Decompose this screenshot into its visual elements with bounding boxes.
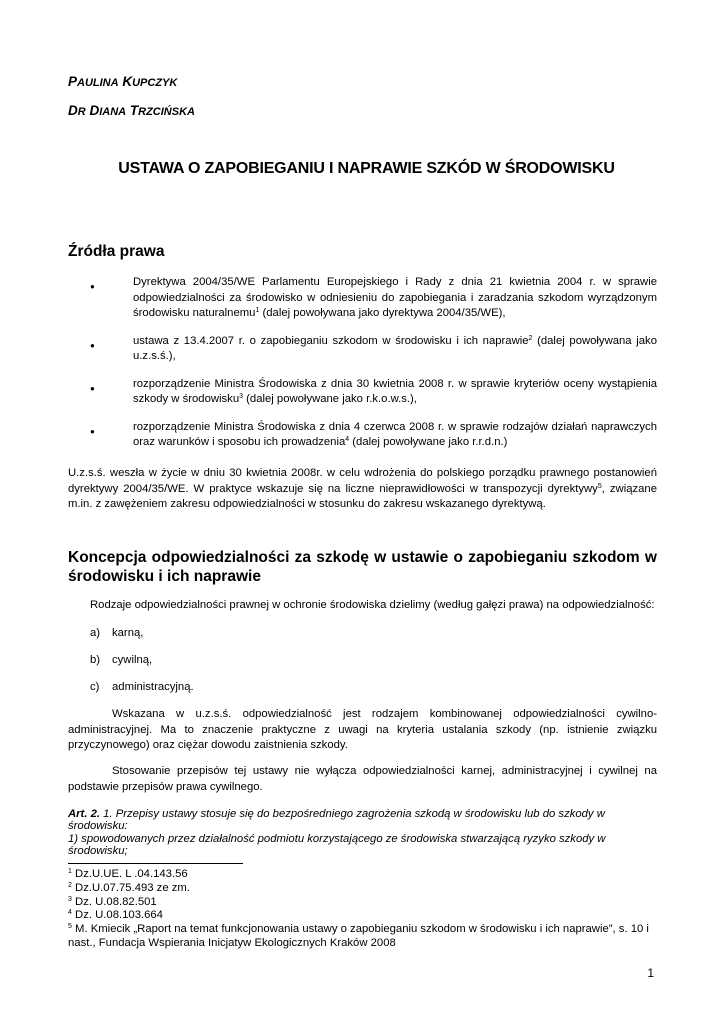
section-heading-concept: Koncepcja odpowiedzialności za szkodę w ustawie o zapobieganiu szkodom w środowisku i ich naprawie (68, 549, 657, 585)
authors-block (68, 68, 195, 126)
list-item: ● rozporządzenie Ministra Środowiska z dnia 4 czerwca 2008 r. w sprawie rodzajów działań naprawczych oraz warunków i sposobu ich prowadzenia$^4$ (dalej powoływane jako r.r.d.n.) (90, 420, 657, 448)
footnote-ref: 4 (345, 436, 350, 443)
list-item: a) karną, (90, 627, 144, 639)
footnote: $^2$ Dz.U.07.75.493 ze zm. (68, 881, 190, 894)
footnote-ref: 2 (528, 334, 533, 342)
paragraph-other-liability: Stosowanie przepisów tej ustawy nie wyłącza odpowiedzialności karnej, administracyjnej i cywilnej na podstawie przepisów prawa cywilnego. (68, 765, 657, 793)
list-item: b) cywilną, (90, 654, 153, 666)
document-title: USTAWA O ZAPOBIEGANIU I NAPRAWIE SZKÓD W ŚRODOWISKU (118, 160, 615, 177)
section-heading-sources: Źródła prawa (68, 243, 165, 260)
footnote-ref: 1 (255, 307, 260, 314)
article-2-item-1: 1) spowodowanych przez działalność podmiotu korzystającego ze środowiska stwarzającą ryzyko szkody w środowisku; (68, 833, 606, 857)
article-label: Art. 2. (68, 808, 101, 820)
footnote: $^3$ Dz. U.08.82.501 (68, 895, 157, 908)
list-item: ● Dyrektywa 2004/35/WE Parlamentu Europejskiego i Rady z dnia 21 kwietnia 2004 r. w sprawie odpowiedzialności za środowisko w odniesieniu do zapobiegania i zaradzania szkodom wyrządzonym środowisku naturalnemu$^1$ (dalej powoływana jako dyrektywa 2004/35/WE), (90, 276, 657, 319)
footnote: $^1$ Dz.U.UE. L .04.143.56 (68, 868, 188, 880)
footnote-separator (68, 863, 243, 864)
list-item: ● rozporządzenie Ministra Środowiska z dnia 30 kwietnia 2008 r. w sprawie kryteriów oceny wystąpienia szkody w środowisku$^3$ (dalej powoływane jako r.k.o.w.s.), (90, 377, 657, 405)
footnotes (68, 868, 657, 951)
paragraph-liability-types: Rodzaje odpowiedzialności prawnej w ochronie środowiska dzielimy (według gałęzi prawa) na odpowiedzialność: (90, 599, 655, 611)
bullet-icon: ● (90, 340, 95, 350)
list-item: ● ustawa z 13.4.2007 r. o zapobieganiu szkodom w środowisku i ich naprawie$^2$ (dalej powoływana jako u.z.s.ś.), (90, 334, 657, 362)
article-2-paragraph: Art. 2. 1. Przepisy ustawy stosuje się do bezpośredniego zagrożenia szkodą w środowisku lub do szkody w środowisku: (68, 808, 605, 832)
paragraph-combined-liability: Wskazana w u.z.s.ś. odpowiedzialność jest rodzajem kombinowanej odpowiedzialności cywilno-administracyjnej. Ma to znaczenie praktyczne z uwagi na kryteria ustalania szkody (np. istnienie związku przyczynowego) oraz ciężar dowodu zaistnienia szkody. (68, 708, 657, 751)
bullet-icon: ● (90, 383, 95, 393)
footnote: $^5$ M. Kmiecik „Raport na temat funkcjonowania ustawy o zapobieganiu szkodom w środowisku i ich naprawie”, s. 10 i nast., Fundacja Wspierania Inicjatyw Ekologicznych Kraków 2008 (68, 923, 649, 949)
page-number: 1 (647, 966, 654, 980)
footnote-ref: 3 (239, 393, 244, 400)
bullet-icon: ● (90, 426, 95, 436)
sources-list (68, 275, 657, 463)
paragraph-uzss-intro: U.z.s.ś. weszła w życie w dniu 30 kwietnia 2008r. w celu wdrożenia do polskiego porządku prawnego postanowień dyrektywy 2004/35/WE. W praktyce wskazuje się na liczne nieprawidłowości w transpozycji dyrektywy$^5$, związane m.in. z zawężeniem zakresu odpowiedzialności w stosunku do zakresu wskazanego dyrektywą. (68, 467, 658, 510)
bullet-icon: ● (90, 282, 95, 291)
author-2: DR DIANA TRZCIŃSKA (68, 103, 195, 118)
footnote: $^4$ Dz. U.08.103.664 (68, 909, 163, 922)
author-1: PAULINA KUPCZYK (68, 74, 178, 89)
footnote-ref: 5 (597, 482, 602, 490)
list-item: c) administracyjną. (90, 681, 194, 693)
